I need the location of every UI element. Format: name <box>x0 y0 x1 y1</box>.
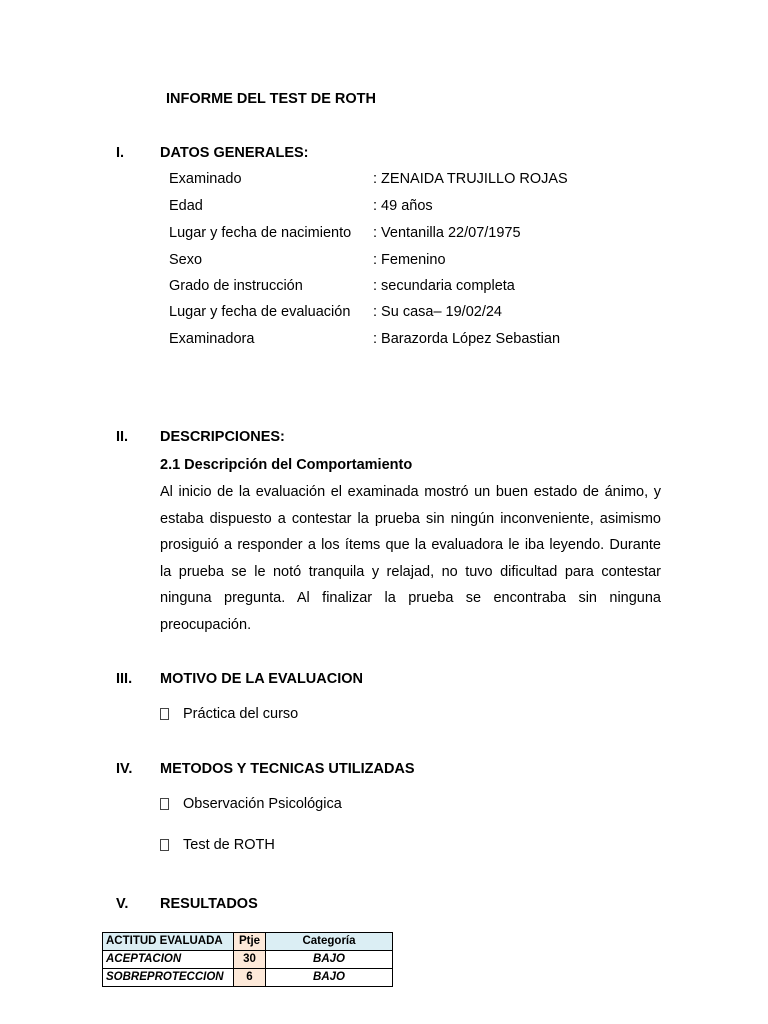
bullet-box-icon <box>160 798 169 810</box>
cell-ptje: 30 <box>234 951 266 969</box>
list-item-text: Observación Psicológica <box>183 796 342 812</box>
section-4-number: IV. <box>116 761 133 777</box>
field-label-nacimiento: Lugar y fecha de nacimiento <box>169 225 352 241</box>
cell-categoria: BAJO <box>266 951 393 969</box>
field-value-instruccion: : secundaria completa <box>373 278 515 294</box>
results-table <box>102 932 393 987</box>
field-value-nacimiento: : Ventanilla 22/07/1975 <box>373 225 521 241</box>
list-item-metodo <box>0 796 768 816</box>
field-label-examinado: Examinado <box>169 171 242 187</box>
behavior-subtitle: 2.1 Descripción del Comportamiento <box>160 457 413 473</box>
field-label-examinadora: Examinadora <box>169 331 255 347</box>
cell-ptje: 6 <box>234 969 266 987</box>
column-header-ptje: Ptje <box>234 933 266 951</box>
bullet-box-icon <box>160 839 169 851</box>
list-item-metodo <box>0 837 768 857</box>
cell-actitud: SOBREPROTECCION <box>103 969 234 987</box>
field-value-examinado: : ZENAIDA TRUJILLO ROJAS <box>373 171 568 187</box>
field-value-sexo: : Femenino <box>373 252 446 268</box>
field-label-instruccion: Grado de instrucción <box>169 278 303 294</box>
field-label-evaluacion: Lugar y fecha de evaluación <box>169 304 351 320</box>
cell-actitud: ACEPTACION <box>103 951 234 969</box>
list-item-text: Práctica del curso <box>183 706 299 722</box>
section-1-number: I. <box>116 145 125 161</box>
table-header-row <box>103 933 393 951</box>
field-value-edad: : 49 años <box>373 198 433 214</box>
bullet-box-icon <box>160 708 169 720</box>
document-title: INFORME DEL TEST DE ROTH <box>166 91 376 107</box>
field-label-edad: Edad <box>169 198 203 214</box>
section-3-number: III. <box>116 671 133 687</box>
section-3-title: MOTIVO DE LA EVALUACION <box>160 671 363 687</box>
section-2-number: II. <box>116 429 129 445</box>
field-value-evaluacion: : Su casa– 19/02/24 <box>373 304 502 320</box>
cell-categoria: BAJO <box>266 969 393 987</box>
field-label-sexo: Sexo <box>169 252 203 268</box>
table-row <box>103 969 393 987</box>
section-2-title: DESCRIPCIONES: <box>160 429 285 445</box>
list-item-text: Test de ROTH <box>183 837 275 853</box>
column-header-actitud: ACTITUD EVALUADA <box>103 933 234 951</box>
section-5-number: V. <box>116 896 129 912</box>
column-header-categoria: Categoría <box>266 933 393 951</box>
behavior-paragraph: Al inicio de la evaluación el examinada mostró un buen estado de ánimo, y estaba dispuesto a contestar la prueba sin ningún inconveniente, asimismo prosiguió a responder a los ítems que la evaluadora le iba leyendo. Durante la prueba se le notó tranquila y relajad, no tuvo dificultad para contestar ninguna pregunta. Al finalizar la prueba se encontraba sin ninguna preocupación. <box>160 484 661 633</box>
section-1-title: DATOS GENERALES: <box>160 145 309 161</box>
list-item-motivo <box>0 706 768 726</box>
section-4-title: METODOS Y TECNICAS UTILIZADAS <box>160 761 415 777</box>
section-5-title: RESULTADOS <box>160 896 258 912</box>
table-row <box>103 951 393 969</box>
field-value-examinadora: : Barazorda López Sebastian <box>373 331 561 347</box>
